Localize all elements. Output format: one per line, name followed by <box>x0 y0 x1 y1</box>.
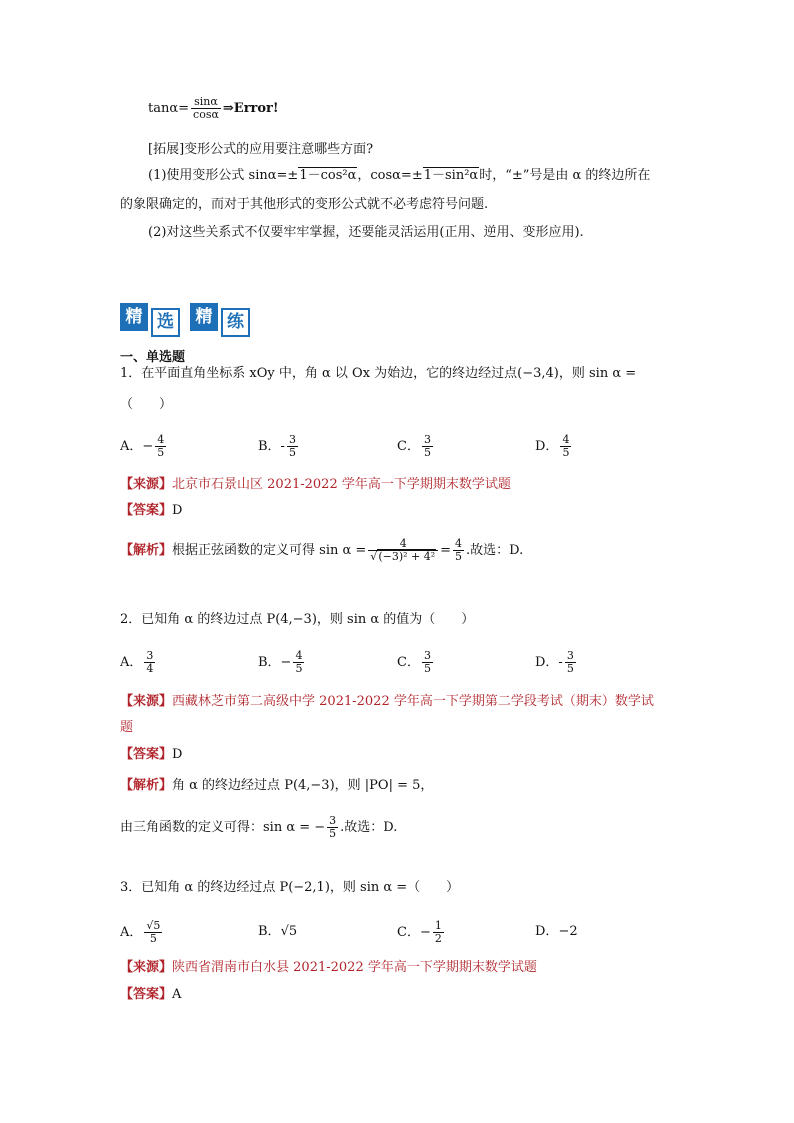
q2-expl2-num: 3 <box>329 814 337 827</box>
q1-paren: （ ） <box>120 397 173 412</box>
q2-b-num: 4 <box>295 649 303 662</box>
q2-a-frac <box>144 650 155 675</box>
banner-char-4: 练 <box>221 308 250 337</box>
q1-option-d <box>535 434 573 459</box>
banner-char-2: 选 <box>151 308 180 337</box>
q1-source-text: 北京市石景山区 2021-2022 学年高一下学期期末数学试题 <box>172 477 511 492</box>
q1-d-label: D． <box>535 439 559 454</box>
q2-expl2-b: .故选：D. <box>340 820 398 835</box>
q3-option-b <box>258 924 297 940</box>
q2-expl-a: 角 α 的终边经过点 P(4,−3)，则 |PO| = 5， <box>172 778 434 793</box>
tan-rhs: ⇒Error! <box>222 101 279 116</box>
q1-d-den: 5 <box>562 446 570 459</box>
q2-b-label: B．− <box>258 655 292 670</box>
q2-a-num: 3 <box>146 649 154 662</box>
q1-option-b <box>258 434 300 459</box>
q2-answer-value: D <box>172 747 183 762</box>
tan-fraction <box>191 96 221 121</box>
q3-a-den: 5 <box>149 932 157 945</box>
q2-c-den: 5 <box>423 662 431 675</box>
q3-option-d <box>535 924 578 940</box>
q1-answer <box>120 503 182 519</box>
q2-d-label: D．- <box>535 655 563 670</box>
q2-expl2-a: 由三角函数的定义可得：sin α = − <box>120 820 326 835</box>
q2-option-b <box>258 650 306 675</box>
q2-answer-tag: 【答案】 <box>120 747 173 762</box>
q3-option-c <box>397 920 446 945</box>
q2-source <box>120 694 654 710</box>
q3-c-num: 1 <box>434 919 442 932</box>
q1-option-a <box>120 434 168 459</box>
q1-explanation <box>120 538 523 563</box>
ext1-part-b: ，cosα=± <box>357 168 423 183</box>
q3-answer <box>120 987 181 1003</box>
ext1-part-a: (1)使用变形公式 sinα=± <box>148 168 299 183</box>
q2-d-den: 5 <box>566 662 574 675</box>
q2-option-c <box>397 650 435 675</box>
q1-expl-b: = <box>440 543 452 558</box>
q2-d-frac <box>565 650 576 675</box>
tan-numerator: sinα <box>191 96 221 109</box>
q1-answer-tag: 【答案】 <box>120 503 173 518</box>
q3-a-label: A． <box>120 925 143 940</box>
extension-point-2: (2)对这些关系式不仅要牢牢掌握，还要能灵活运用(正用、逆用、变形应用). <box>148 225 584 240</box>
q1-b-num: 3 <box>288 433 296 446</box>
tan-lhs: tanα= <box>148 101 190 116</box>
tan-identity-line <box>148 96 279 121</box>
q1-expl-tag: 【解析】 <box>120 543 173 558</box>
q1-d-num: 4 <box>562 433 570 446</box>
q3-a-num: √5 <box>146 919 161 932</box>
ext1-part-c: 时，“±”号是由 α 的终边所在 <box>479 168 651 183</box>
q1-expl-num: 4 <box>368 538 438 551</box>
q3-c-frac <box>433 920 444 945</box>
q3-source <box>120 960 537 976</box>
ext1-root-1: 1－cos²α <box>299 168 357 183</box>
q2-expl2-den: 5 <box>329 827 337 840</box>
q1-expl-num2: 4 <box>455 537 463 550</box>
q1-expl-c: .故选：D. <box>466 543 524 558</box>
q2-source-tag: 【来源】 <box>120 694 173 709</box>
q1-b-den: 5 <box>288 446 296 459</box>
q1-c-label: C． <box>397 439 420 454</box>
q1-c-frac <box>422 434 433 459</box>
q1-b-label: B．- <box>258 439 285 454</box>
q2-a-den: 4 <box>146 662 154 675</box>
q1-a-label: A．− <box>120 439 154 454</box>
q1-answer-value: D <box>172 503 183 518</box>
q2-explanation <box>120 778 433 794</box>
q2-b-frac <box>293 650 304 675</box>
q1-expl-a: 根据正弦函数的定义可得 sin α = <box>172 543 367 558</box>
q3-option-a <box>120 920 164 945</box>
q1-a-num: 4 <box>157 433 165 446</box>
q2-stem: 2．已知角 α 的终边过点 P(4,−3)，则 sin α 的值为（ ） <box>120 612 475 627</box>
q2-d-num: 3 <box>566 649 574 662</box>
q3-c-label: C．− <box>397 925 431 940</box>
q3-source-text: 陕西省渭南市白水县 2021-2022 学年高一下学期期末数学试题 <box>172 960 537 975</box>
q3-c-den: 2 <box>434 932 442 945</box>
q1-expl-frac <box>368 538 438 563</box>
q2-expl2-frac <box>327 815 338 840</box>
q1-expl-den2: 5 <box>455 550 463 563</box>
q1-d-frac <box>560 434 571 459</box>
ext1-root-2: 1－sin²α <box>423 168 479 183</box>
q1-expl-den: (−3)² + 4² <box>378 550 436 563</box>
q2-explanation-2 <box>120 815 397 840</box>
extension-point-1-line2: 的象限确定的，而对于其他形式的变形公式就不必考虑符号问题. <box>120 197 489 212</box>
banner-char-3: 精 <box>190 303 218 331</box>
extension-title: [拓展]变形公式的应用要注意哪些方面? <box>148 142 374 157</box>
q3-d-label: D． <box>535 924 559 939</box>
q2-source-text: 西藏林芝市第二高级中学 2021-2022 学年高一下学期第二学段考试（期末）数学试 <box>172 694 654 709</box>
q1-b-frac <box>287 434 298 459</box>
extension-point-1 <box>148 168 650 184</box>
q3-b-value: √5 <box>280 924 298 939</box>
q1-c-num: 3 <box>423 433 431 446</box>
q1-option-c <box>397 434 435 459</box>
q3-answer-tag: 【答案】 <box>120 987 173 1002</box>
q3-answer-value: A <box>172 987 182 1002</box>
q2-c-num: 3 <box>423 649 431 662</box>
q1-a-den: 5 <box>157 446 165 459</box>
q1-c-den: 5 <box>423 446 431 459</box>
q3-d-value: −2 <box>558 924 578 939</box>
q1-source-tag: 【来源】 <box>120 477 173 492</box>
q3-b-label: B． <box>258 924 281 939</box>
q2-a-label: A． <box>120 655 143 670</box>
tan-denominator: cosα <box>193 108 219 121</box>
q2-source-line2: 题 <box>120 720 134 735</box>
q3-a-frac <box>144 920 162 945</box>
q2-option-d <box>535 650 578 675</box>
q3-source-tag: 【来源】 <box>120 960 173 975</box>
q2-b-den: 5 <box>295 662 303 675</box>
section-heading: 一、单选题 <box>120 350 186 365</box>
q1-source <box>120 477 511 493</box>
q1-stem: 1．在平面直角坐标系 xOy 中，角 α 以 Ox 为始边，它的终边经过点(−3,4)，则 sin α = <box>120 366 637 381</box>
q2-expl-tag: 【解析】 <box>120 778 173 793</box>
q1-a-frac <box>155 434 166 459</box>
banner-char-1: 精 <box>120 303 148 331</box>
q2-c-frac <box>422 650 433 675</box>
q2-c-label: C． <box>397 655 420 670</box>
q1-expl-den-wrap: √(−3)² + 4² <box>370 550 436 563</box>
q2-answer <box>120 747 182 763</box>
q2-option-a <box>120 650 157 675</box>
q3-stem: 3．已知角 α 的终边经过点 P(−2,1)，则 sin α =（ ） <box>120 880 460 895</box>
q1-expl-frac2 <box>453 538 464 563</box>
